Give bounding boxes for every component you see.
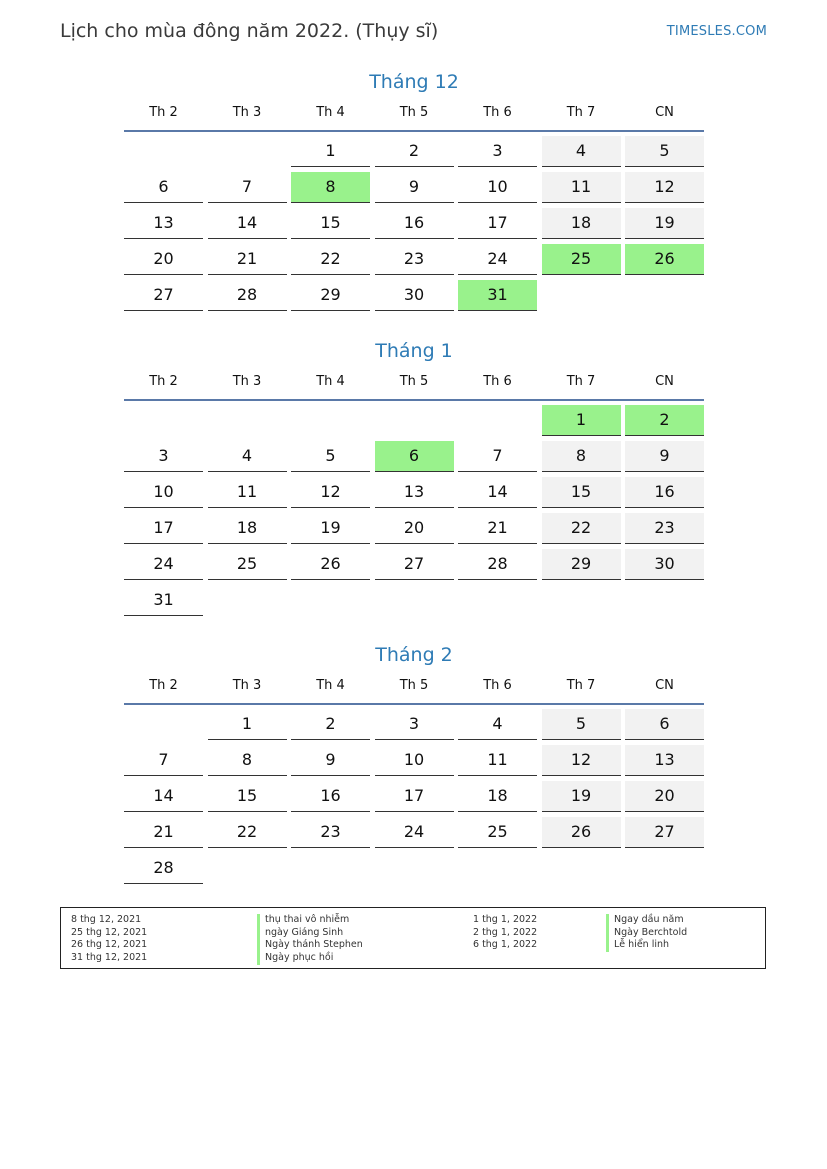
legend-holiday-name: Ngày phục hồi: [257, 952, 363, 965]
day-cell: 25: [458, 817, 537, 848]
day-cell: 22: [291, 244, 370, 275]
weekday-label: Th 2: [149, 374, 178, 389]
day-cell: 29: [542, 549, 621, 580]
day-cell: 10: [375, 745, 454, 776]
legend-date: 26 thg 12, 2021: [71, 939, 148, 951]
day-grid: [124, 405, 704, 621]
day-cell: 3: [375, 709, 454, 740]
weekday-label: Th 7: [566, 374, 596, 389]
day-cell: 7: [458, 441, 537, 472]
holiday-legend: [60, 907, 766, 969]
legend-holiday-name: Lễ hiển linh: [606, 939, 687, 952]
day-cell: 12: [625, 172, 704, 203]
legend-date: 6 thg 1, 2022: [473, 939, 538, 951]
day-cell: 15: [291, 208, 370, 239]
legend-date: 1 thg 1, 2022: [473, 914, 538, 925]
day-cell: 12: [542, 745, 621, 776]
day-cell: 11: [458, 745, 537, 776]
month-title: Tháng 12: [369, 71, 459, 93]
day-cell: 26: [291, 549, 370, 580]
empty-cell: [124, 709, 203, 740]
day-cell: 27: [124, 280, 203, 311]
holiday-day-cell: 25: [542, 244, 621, 275]
holiday-day-cell: 26: [625, 244, 704, 275]
day-cell: 6: [124, 172, 203, 203]
day-cell: 16: [291, 781, 370, 812]
weekday-label: Th 5: [399, 678, 429, 693]
day-cell: 12: [291, 477, 370, 508]
day-cell: 22: [208, 817, 287, 848]
day-cell: 14: [458, 477, 537, 508]
day-cell: 17: [124, 513, 203, 544]
empty-cell: [124, 405, 203, 436]
day-cell: 16: [625, 477, 704, 508]
day-cell: 4: [458, 709, 537, 740]
day-cell: 8: [208, 745, 287, 776]
day-cell: 20: [625, 781, 704, 812]
weekday-header: [124, 679, 704, 705]
month-january: [124, 339, 704, 621]
legend-holiday-name: thụ thai vô nhiễm: [257, 914, 363, 927]
day-cell: 28: [458, 549, 537, 580]
day-cell: 24: [124, 549, 203, 580]
weekday-header: [124, 106, 704, 132]
holiday-day-cell: 6: [375, 441, 454, 472]
day-cell: 7: [124, 745, 203, 776]
day-cell: 17: [458, 208, 537, 239]
day-cell: 21: [208, 244, 287, 275]
day-cell: 21: [124, 817, 203, 848]
day-cell: 9: [375, 172, 454, 203]
day-cell: 7: [208, 172, 287, 203]
day-cell: 9: [625, 441, 704, 472]
day-cell: 10: [124, 477, 203, 508]
weekday-label: CN: [655, 374, 674, 389]
day-cell: 13: [375, 477, 454, 508]
day-cell: 2: [375, 136, 454, 167]
empty-cell: [208, 405, 287, 436]
day-cell: 9: [291, 745, 370, 776]
day-cell: 24: [375, 817, 454, 848]
day-grid: [124, 136, 704, 316]
day-cell: 4: [542, 136, 621, 167]
month-title: Tháng 2: [375, 644, 453, 666]
weekday-label: Th 6: [483, 105, 512, 120]
day-cell: 18: [542, 208, 621, 239]
day-cell: 13: [625, 745, 704, 776]
day-cell: 29: [291, 280, 370, 311]
holiday-day-cell: 2: [625, 405, 704, 436]
holiday-day-cell: 8: [291, 172, 370, 203]
legend-dates-left: [71, 914, 147, 965]
day-cell: 18: [208, 513, 287, 544]
weekday-label: Th 2: [149, 105, 178, 120]
month-february: [124, 643, 704, 889]
holiday-day-cell: 31: [458, 280, 537, 311]
empty-cell: [208, 136, 287, 167]
day-cell: 27: [625, 817, 704, 848]
weekday-label: Th 3: [232, 105, 262, 120]
day-cell: 14: [124, 781, 203, 812]
day-cell: 5: [291, 441, 370, 472]
legend-holiday-name: Ngày Berchtold: [606, 927, 687, 940]
holiday-day-cell: 1: [542, 405, 621, 436]
day-cell: 20: [375, 513, 454, 544]
day-cell: 13: [124, 208, 203, 239]
day-cell: 30: [625, 549, 704, 580]
weekday-label: Th 7: [566, 105, 596, 120]
day-cell: 26: [542, 817, 621, 848]
weekday-label: Th 5: [399, 374, 429, 389]
legend-date: 2 thg 1, 2022: [473, 926, 538, 938]
day-cell: 19: [625, 208, 704, 239]
day-cell: 30: [375, 280, 454, 311]
legend-date: 31 thg 12, 2021: [71, 952, 148, 964]
day-cell: 22: [542, 513, 621, 544]
day-cell: 1: [208, 709, 287, 740]
page-title: Lịch cho mùa đông năm 2022. (Thụy sĩ): [60, 20, 439, 42]
legend-holiday-name: Ngày thánh Stephen: [257, 939, 363, 952]
day-cell: 2: [291, 709, 370, 740]
day-cell: 28: [124, 853, 203, 884]
legend-names-right: [606, 914, 687, 952]
day-cell: 5: [542, 709, 621, 740]
day-cell: 3: [458, 136, 537, 167]
month-title: Tháng 1: [375, 340, 453, 362]
weekday-label: Th 3: [232, 374, 262, 389]
weekday-label: Th 4: [316, 678, 345, 693]
day-cell: 4: [208, 441, 287, 472]
month-december: [124, 70, 704, 316]
legend-holiday-name: ngày Giáng Sinh: [257, 927, 363, 940]
day-cell: 11: [208, 477, 287, 508]
day-cell: 31: [124, 585, 203, 616]
site-link[interactable]: TIMESLES.COM: [666, 24, 767, 39]
weekday-label: Th 4: [316, 105, 345, 120]
weekday-header: [124, 375, 704, 401]
empty-cell: [375, 405, 454, 436]
empty-cell: [458, 405, 537, 436]
day-cell: 15: [208, 781, 287, 812]
day-cell: 18: [458, 781, 537, 812]
day-cell: 20: [124, 244, 203, 275]
day-cell: 5: [625, 136, 704, 167]
day-grid: [124, 709, 704, 889]
legend-names-left: [257, 914, 363, 965]
day-cell: 23: [291, 817, 370, 848]
weekday-label: CN: [655, 105, 674, 120]
day-cell: 10: [458, 172, 537, 203]
legend-date: 25 thg 12, 2021: [71, 926, 148, 938]
weekday-label: Th 2: [149, 678, 178, 693]
weekday-label: Th 4: [316, 374, 345, 389]
day-cell: 6: [625, 709, 704, 740]
weekday-label: Th 7: [566, 678, 596, 693]
legend-holiday-name: Ngay dầu năm: [606, 914, 687, 927]
empty-cell: [124, 136, 203, 167]
day-cell: 25: [208, 549, 287, 580]
day-cell: 14: [208, 208, 287, 239]
day-cell: 17: [375, 781, 454, 812]
day-cell: 16: [375, 208, 454, 239]
legend-dates-right: [473, 914, 537, 952]
day-cell: 21: [458, 513, 537, 544]
weekday-label: Th 3: [232, 678, 262, 693]
day-cell: 23: [375, 244, 454, 275]
day-cell: 19: [291, 513, 370, 544]
legend-date: 8 thg 12, 2021: [71, 914, 142, 925]
day-cell: 3: [124, 441, 203, 472]
day-cell: 8: [542, 441, 621, 472]
weekday-label: Th 6: [483, 374, 512, 389]
day-cell: 27: [375, 549, 454, 580]
day-cell: 24: [458, 244, 537, 275]
day-cell: 1: [291, 136, 370, 167]
day-cell: 11: [542, 172, 621, 203]
day-cell: 23: [625, 513, 704, 544]
day-cell: 19: [542, 781, 621, 812]
weekday-label: CN: [655, 678, 674, 693]
day-cell: 15: [542, 477, 621, 508]
weekday-label: Th 6: [483, 678, 512, 693]
day-cell: 28: [208, 280, 287, 311]
empty-cell: [291, 405, 370, 436]
weekday-label: Th 5: [399, 105, 429, 120]
